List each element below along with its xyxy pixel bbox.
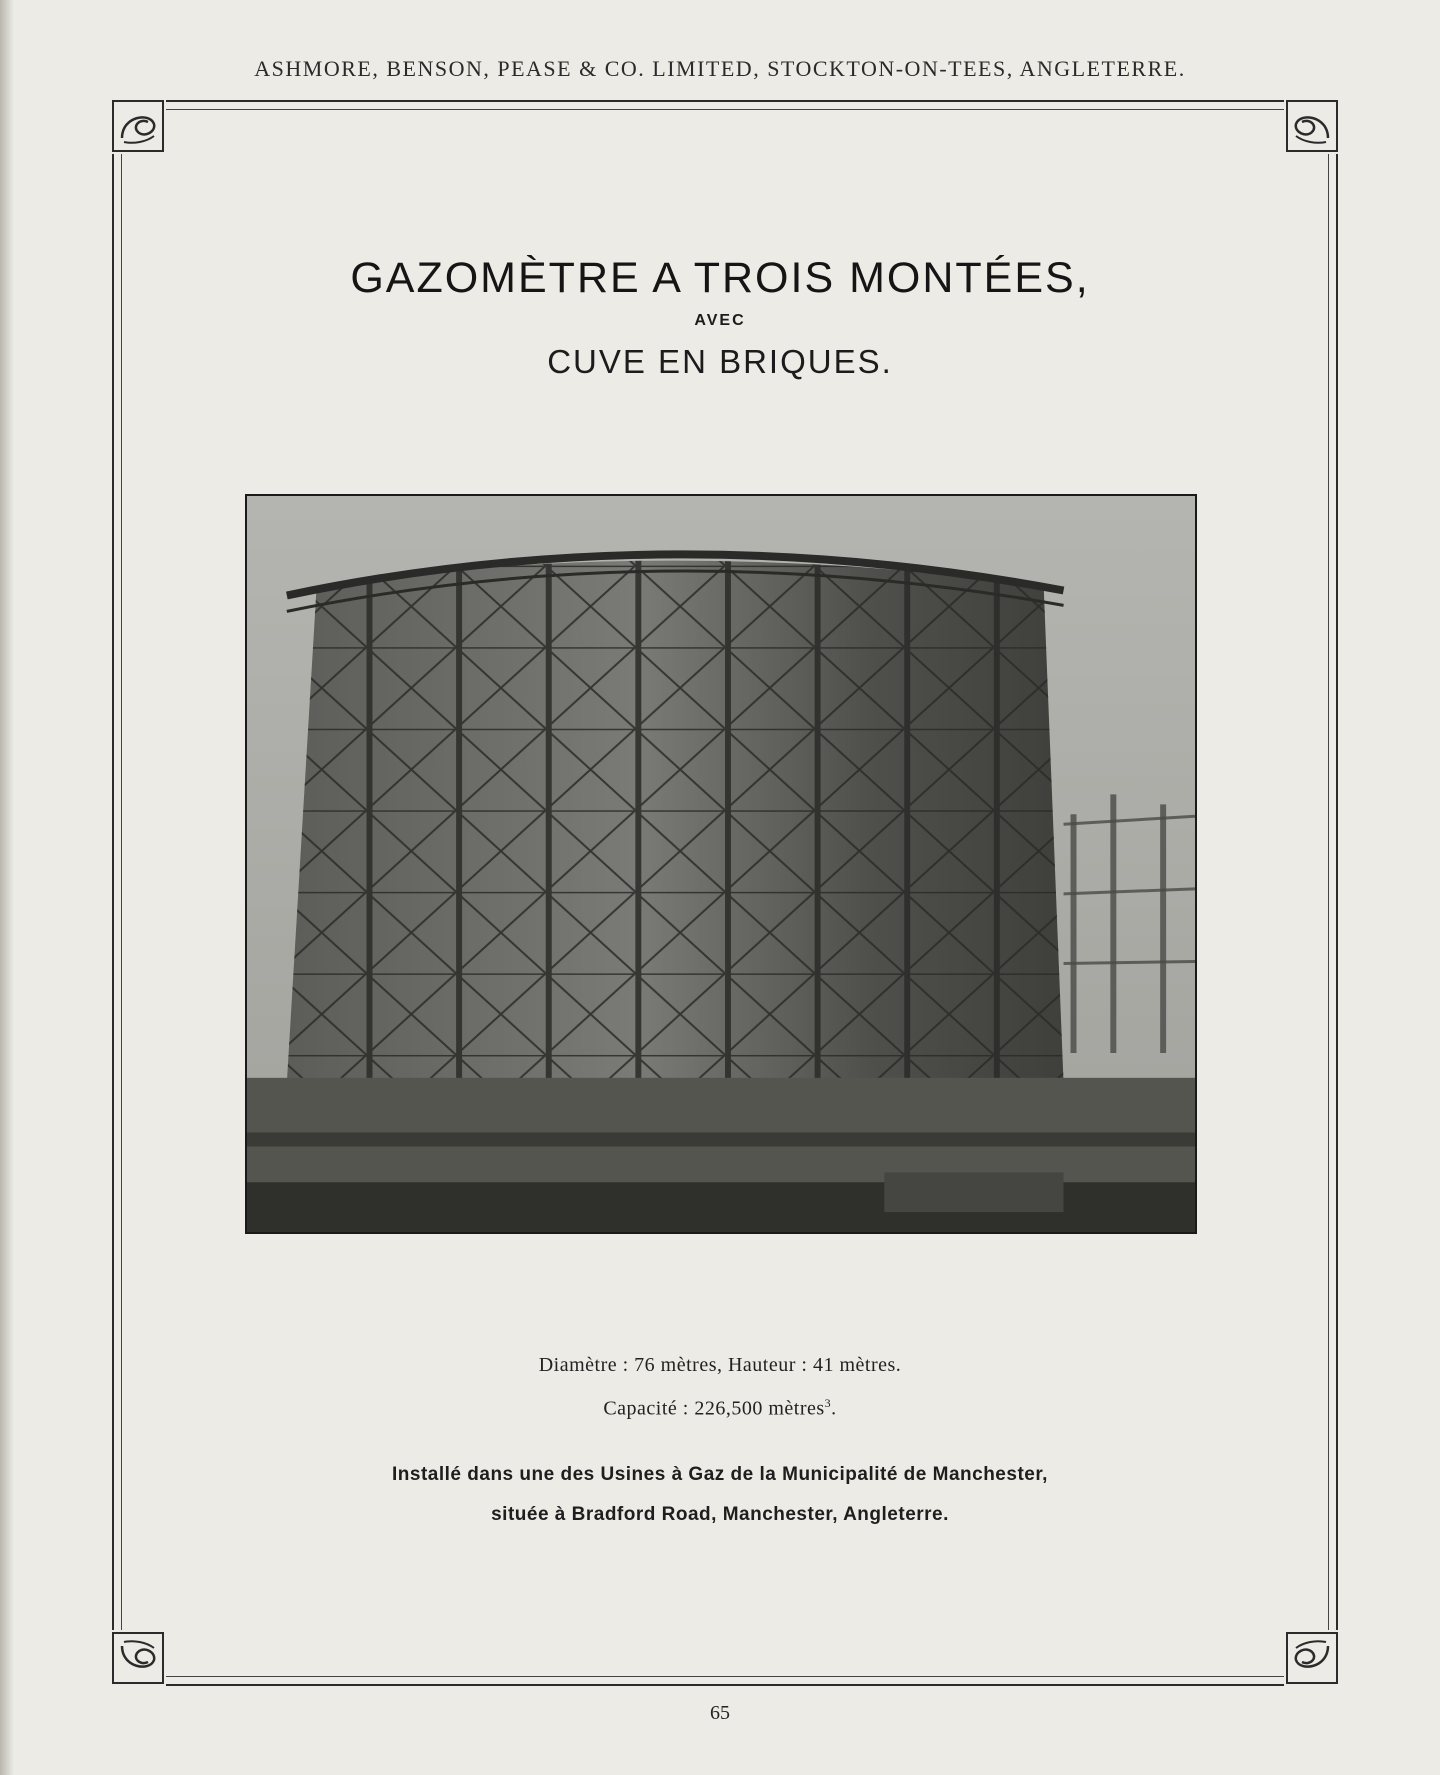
capacity-line: [0, 1384, 1440, 1428]
corner-ornament-icon: [1284, 98, 1340, 154]
corner-ornament-icon: [110, 98, 166, 154]
running-head: ASHMORE, BENSON, PEASE & CO. LIMITED, STOCKTON-ON-TEES, ANGLETERRE.: [254, 56, 1186, 81]
capacity-text: Capacité : 226,500 mètres: [603, 1397, 825, 1420]
installation-line-1: Installé dans une des Usines à Gaz de la Municipalité de Manchester,: [392, 1464, 1048, 1485]
title-connector: AVEC: [694, 312, 746, 329]
title-block: [0, 248, 1440, 384]
corner-ornament-icon: [1284, 1630, 1340, 1686]
dimensions-line: Diamètre : 76 mètres, Hauteur : 41 mètres.: [538, 1354, 902, 1376]
dimensions-block: [0, 1346, 1440, 1428]
installation-line-2: située à Bradford Road, Manchester, Angleterre.: [491, 1504, 949, 1525]
corner-ornament-icon: [110, 1630, 166, 1686]
capacity-end: .: [831, 1397, 837, 1420]
gasholder-photograph: [245, 494, 1197, 1234]
page-subtitle: CUVE EN BRIQUES.: [547, 343, 893, 380]
capacity-exponent: 3: [824, 1396, 832, 1410]
page-number: 65: [710, 1702, 730, 1724]
page-title: GAZOMÈTRE A TROIS MONTÉES,: [350, 254, 1090, 302]
installation-caption: [0, 1455, 1440, 1535]
